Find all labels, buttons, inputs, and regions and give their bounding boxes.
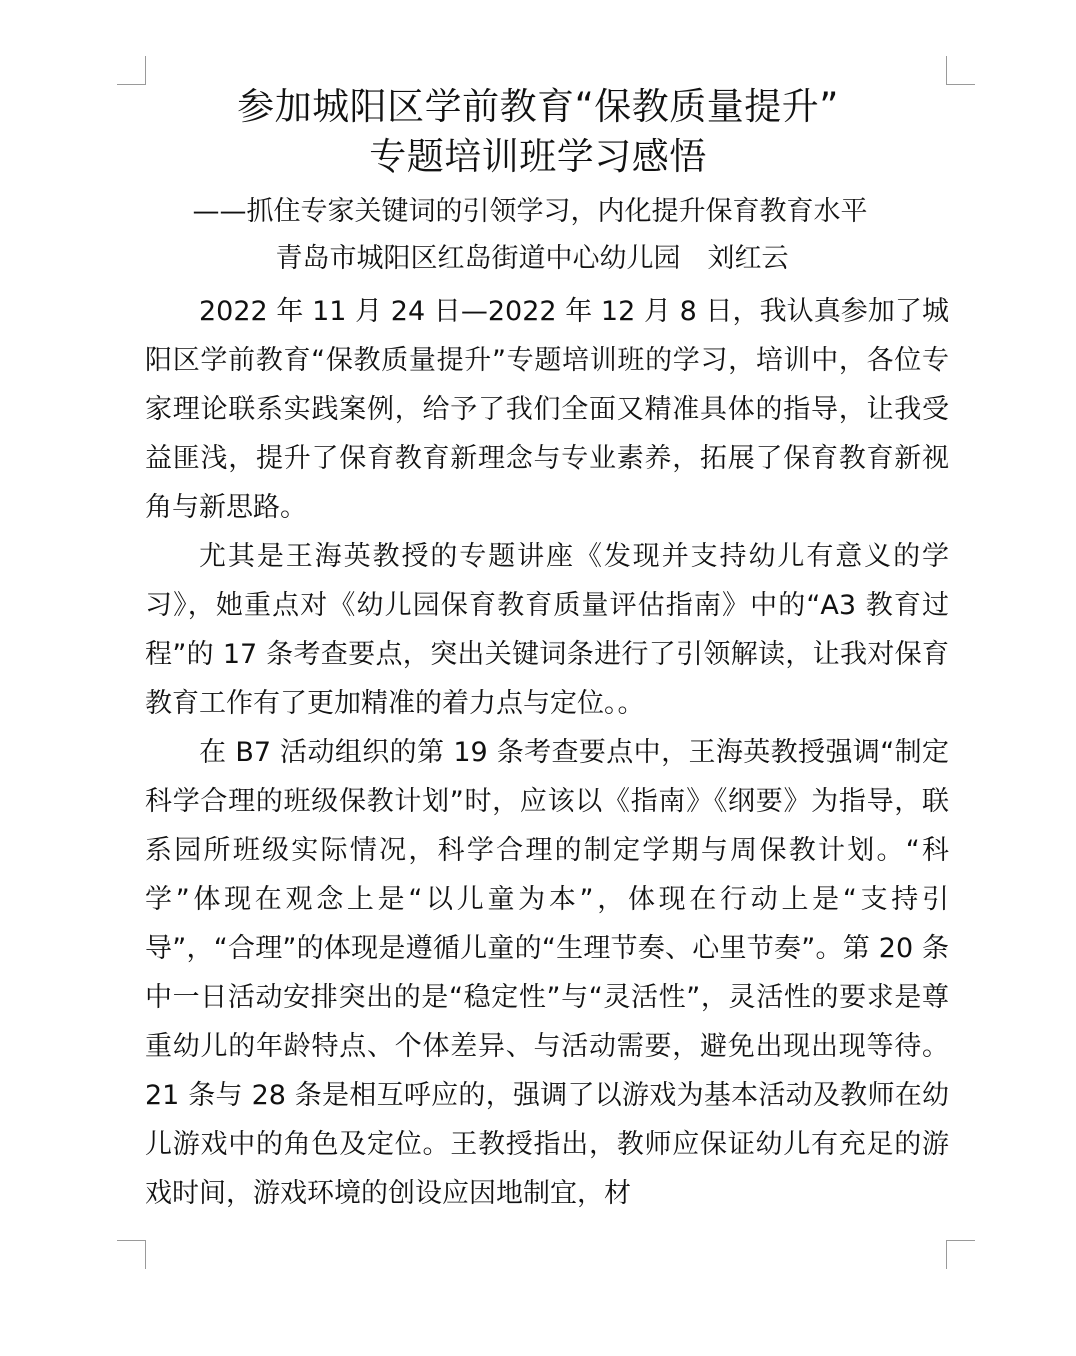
page-corner-mark-bottom-left — [117, 1240, 146, 1269]
document-body — [145, 287, 949, 1218]
document-title-line-2: 专题培训班学习感悟 — [369, 135, 707, 178]
document-title-line-1: 参加城阳区学前教育“保教质量提升” — [237, 85, 839, 128]
paragraph-2: 尤其是王海英教授的专题讲座《发现并支持幼儿有意义的学习》，她重点对《幼儿园保育教育质量评估指南》中的“A3 教育过程”的 17 条考查要点，突出关键词条进行了引领解读，让我对保育教育工作有了更加精准的着力点与定位。。 — [145, 541, 949, 719]
page-corner-mark-top-left — [117, 56, 146, 85]
page-corner-mark-bottom-right — [946, 1240, 975, 1269]
document-subtitle: ——抓住专家关键词的引领学习，内化提升保育教育水平 — [192, 196, 868, 227]
author-line: 青岛市城阳区红岛街道中心幼儿园 刘红云 — [275, 243, 789, 274]
paragraph-1: 2022 年 11 月 24 日—2022 年 12 月 8 日，我认真参加了城阳区学前教育“保教质量提升”专题培训班的学习，培训中，各位专家理论联系实践案例，给予了我们全面又精准具体的指导，让我受益匪浅，提升了保育教育新理念与专业素养，拓展了保育教育新视角与新思路。 — [145, 296, 949, 523]
paragraph-3: 在 B7 活动组织的第 19 条考查要点中，王海英教授强调“制定科学合理的班级保教计划”时，应该以《指南》《纲要》为指导，联系园所班级实际情况，科学合理的制定学期与周保教计划。“科学”体现在观念上是“以儿童为本”，体现在行动上是“支持引导”，“合理”的体现是遵循儿童的“生理节奏、心里节奏”。第 20 条中一日活动安排突出的是“稳定性”与“灵活性”，灵活性的要求是尊重幼儿的年龄特点、个体差异、与活动需要，避免出现出现等待。21 条与 28 条是相互呼应的，强调了以游戏为基本活动及教师在幼儿游戏中的角色及定位。王教授指出，教师应保证幼儿有充足的游戏时间，游戏环境的创设应因地制宜，材 — [145, 737, 949, 1209]
page-corner-mark-top-right — [946, 56, 975, 85]
